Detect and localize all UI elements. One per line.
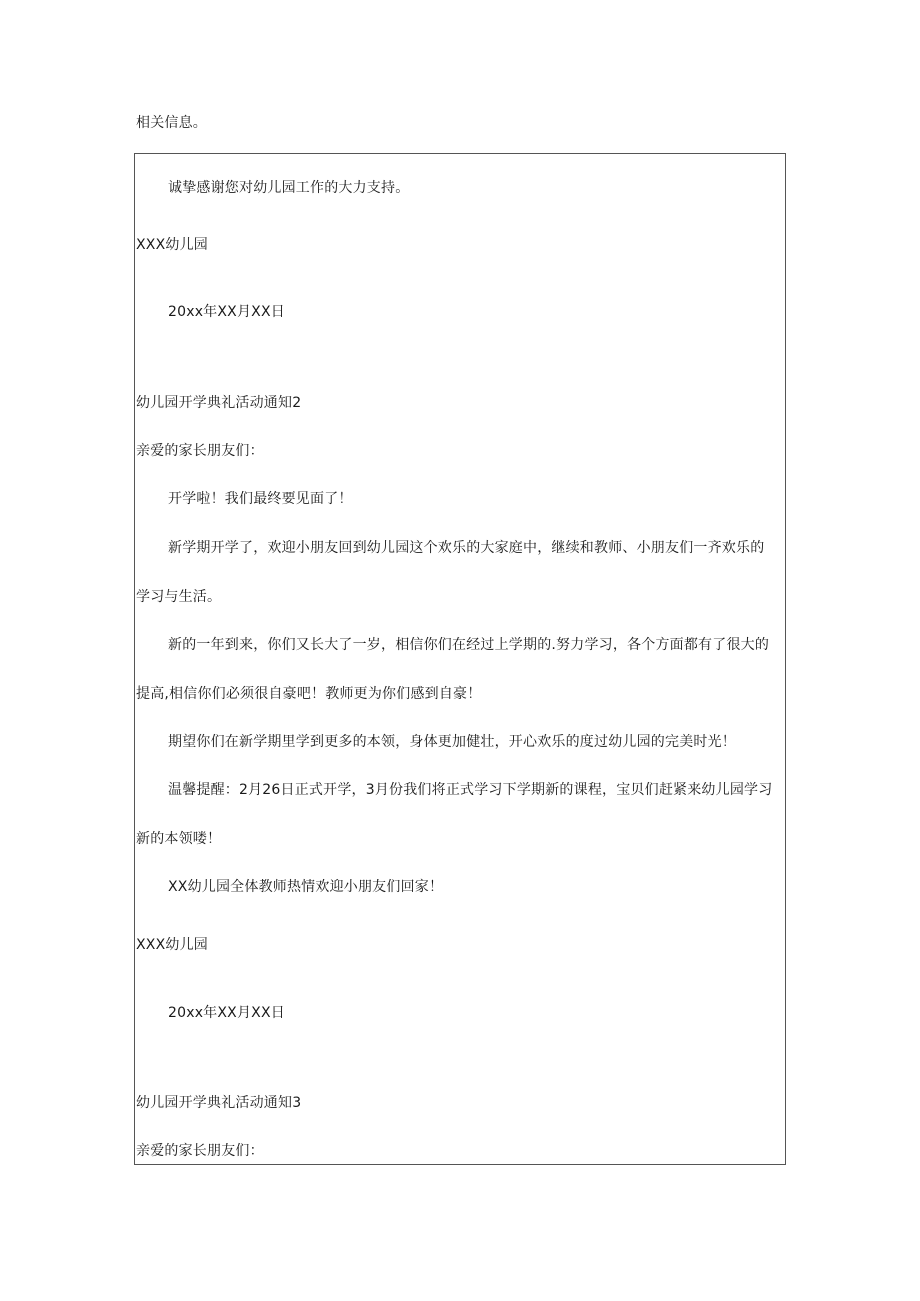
paragraph-welcome-line-2: 学习与生活。 bbox=[136, 589, 222, 605]
paragraph-open: 开学啦！我们最终要见面了！ bbox=[168, 491, 353, 507]
paragraph-staff-welcome: XX幼儿园全体教师热情欢迎小朋友们回家！ bbox=[168, 879, 444, 895]
signature-kindergarten-1: XXX幼儿园 bbox=[136, 237, 208, 253]
paragraph-newyear-line-2: 提高,相信你们必须很自豪吧！教师更为你们感到自豪！ bbox=[136, 686, 482, 702]
intro-tail-text: 相关信息。 bbox=[136, 115, 207, 131]
greeting-2: 亲爱的家长朋友们： bbox=[136, 443, 264, 459]
paragraph-welcome-line-1: 新学期开学了，欢迎小朋友回到幼儿园这个欢乐的大家庭中，继续和教师、小朋友们一齐欢乐的 bbox=[168, 540, 765, 556]
paragraph-hope: 期望你们在新学期里学到更多的本领，身体更加健壮，开心欢乐的度过幼儿园的完美时光！ bbox=[168, 734, 736, 750]
date-line-2: 20xx年XX月XX日 bbox=[168, 1005, 285, 1021]
thanks-paragraph: 诚挚感谢您对幼儿园工作的大力支持。 bbox=[168, 180, 410, 196]
date-line-1: 20xx年XX月XX日 bbox=[168, 304, 285, 320]
signature-kindergarten-2: XXX幼儿园 bbox=[136, 937, 208, 953]
notice-title-2: 幼儿园开学典礼活动通知2 bbox=[136, 395, 302, 411]
paragraph-newyear-line-1: 新的一年到来，你们又长大了一岁，相信你们在经过上学期的.努力学习，各个方面都有了很大的 bbox=[168, 637, 770, 653]
notice-title-3: 幼儿园开学典礼活动通知3 bbox=[136, 1095, 302, 1111]
paragraph-reminder-line-1: 温馨提醒：2月26日正式开学，3月份我们将正式学习下学期新的课程，宝贝们赶紧来幼儿园学习 bbox=[168, 782, 773, 798]
paragraph-reminder-line-2: 新的本领喽！ bbox=[136, 831, 222, 847]
greeting-3: 亲爱的家长朋友们： bbox=[136, 1143, 264, 1159]
